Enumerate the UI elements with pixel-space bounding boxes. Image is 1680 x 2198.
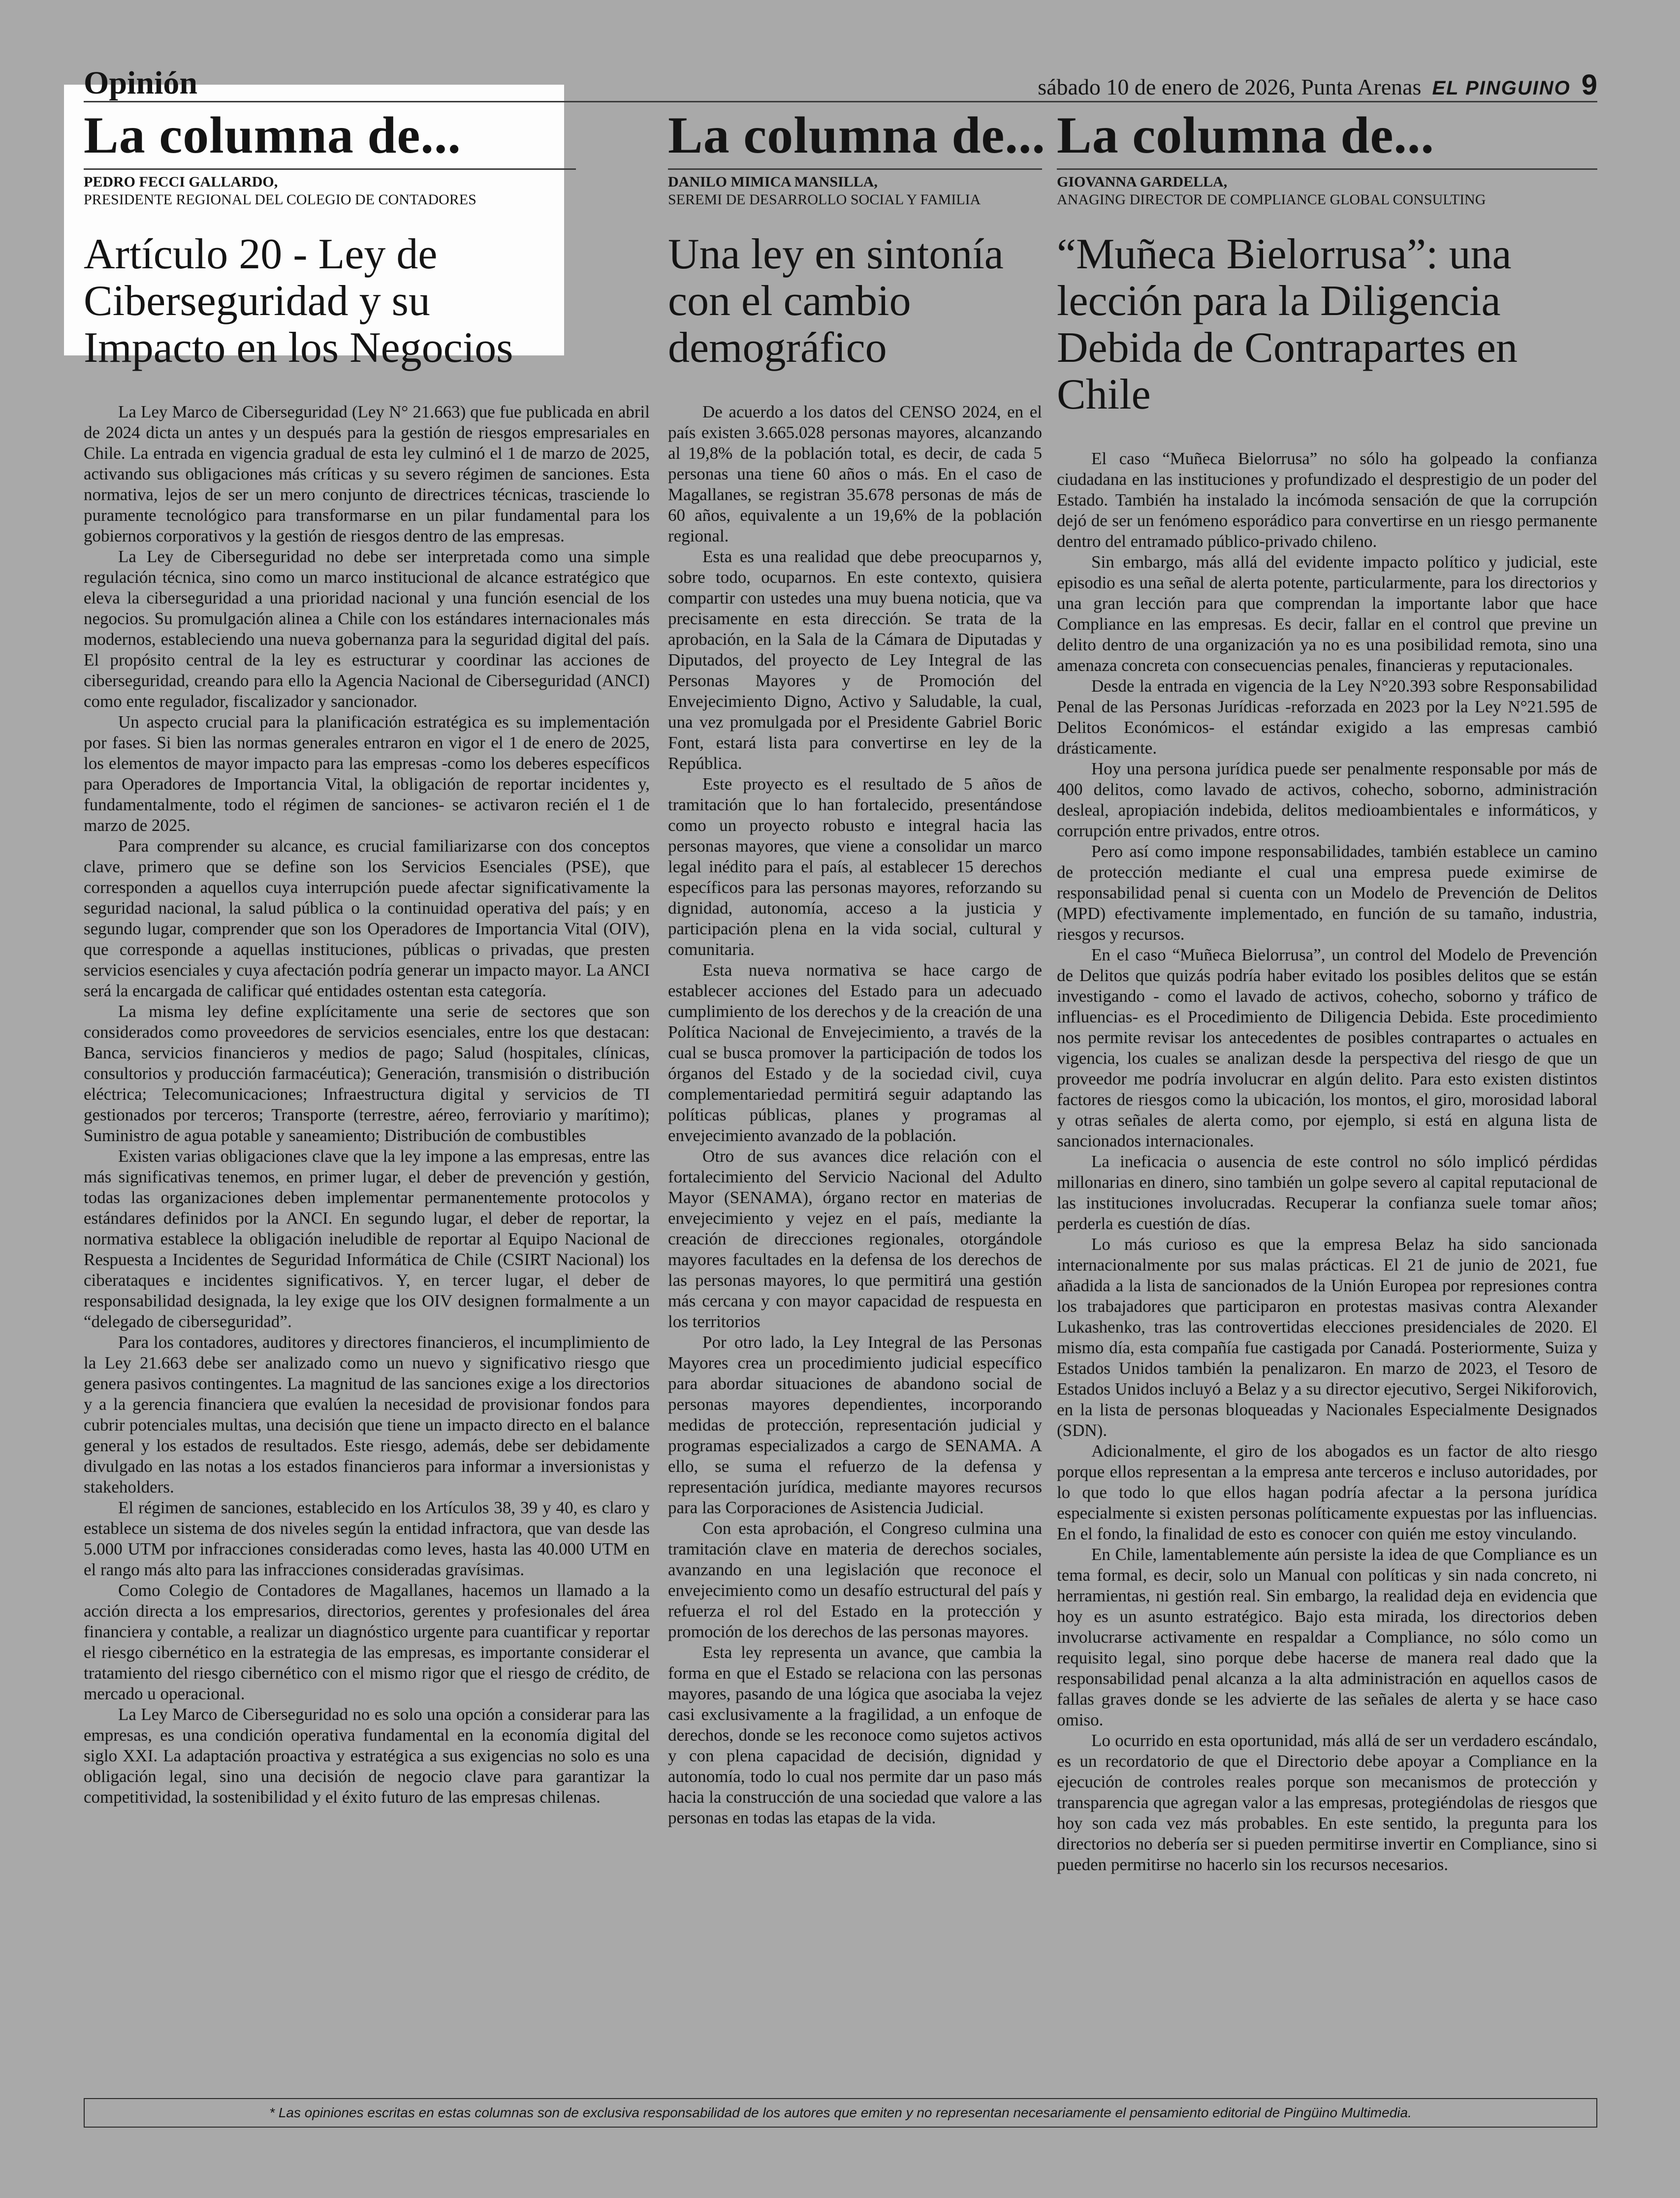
column-headline: Artículo 20 - Ley de Ciberseguridad y su Impacto en los Negocios: [84, 230, 513, 372]
body-paragraph: En el caso “Muñeca Bielorrusa”, un control del Modelo de Prevención de Delitos que quizás podría haber evitado los posibles delitos que se están investigando - como el lavado de activos, cohecho, soborno y tráfico de influencias- es el Procedimiento de Diligencia Debida. Este procedimiento nos permite revisar los antecedentes de posibles contrapartes o actuales en vigencia, los cuales se analizan desde la perspectiva del riesgo de que un proveedor me podría involucrar en algún delito. Para esto existen distintos factores de riesgos como la ubicación, los montos, el giro, morosidad laboral y otras señales de alerta como, por ejemplo, si está en alguna lista de sancionados internacionales.: [1057, 945, 1597, 1151]
body-paragraph: Adicionalmente, el giro de los abogados es un factor de alto riesgo porque ellos representan a la empresa ante terceros e incluso autoridades, por lo que todo lo que ellos hagan podría afectar a la persona jurídica especialmente si existen personas políticamente expuestas por las influencias. En el fondo, la finalidad de esto es conocer con quién me estoy vinculando.: [1057, 1441, 1597, 1544]
body-paragraph: Para los contadores, auditores y directores financieros, el incumplimiento de la Ley 21.663 debe ser analizado como un nuevo y significativo riesgo que genera pasivos contingentes. La magnitud de las sanciones exige a los directorios y a la gerencia financiera que evalúen la necesidad de provisionar fondos para cubrir potenciales multas, una decisión que tiene un impacto directo en el balance general y los estados de resultados. Este riesgo, además, debe ser debidamente divulgado en las notas a los estados financieros para informar a inversionistas y stakeholders.: [84, 1333, 650, 1497]
page-header: [84, 62, 1597, 102]
author-name: PEDRO FECCI GALLARDO,: [84, 174, 278, 190]
section-label: Opinión: [84, 65, 198, 101]
author-name: GIOVANNA GARDELLA,: [1057, 174, 1228, 190]
author-name: DANILO MIMICA MANSILLA,: [668, 174, 878, 190]
column-kicker: La columna de...: [1057, 109, 1597, 170]
body-paragraph: Lo ocurrido en esta oportunidad, más allá de ser un verdadero escándalo, es un recordatorio de que el Directorio debe apoyar a Compliance en la ejecución de controles reales porque son mecanismos de protección y transparencia que agregan valor a las empresas, protegiéndolas de riesgos que hoy son cada vez más probables. En este sentido, la pregunta para los directorios no debería ser si pueden permitirse invertir en Compliance, sino si pueden permitirse no hacerlo sin los recursos necesarios.: [1057, 1731, 1597, 1875]
body-paragraph: Otro de sus avances dice relación con el fortalecimiento del Servicio Nacional del Adulto Mayor (SENAMA), órgano rector en materias de envejecimiento y vejez en el país, mediante la creación de direcciones regionales, otorgándole mayores facultades en la defensa de los derechos de las personas mayores, lo que permitirá una gestión más cercana y con mayor capacidad de respuesta en los territorios: [668, 1147, 1042, 1332]
body-paragraph: La Ley de Ciberseguridad no debe ser interpretada como una simple regulación técnica, sino como un marco institucional de alcance estratégico que eleva la ciberseguridad a una prioridad nacional y una función esencial de los negocios. Su promulgación alinea a Chile con los estándares internacionales más modernos, estableciendo una nueva gobernanza para la seguridad digital del país. El propósito central de la ley es estructurar y coordinar las acciones de ciberseguridad, creando para ello la Agencia Nacional de Ciberseguridad (ANCI) como ente regulador, fiscalizador y sancionador.: [84, 547, 650, 711]
body-paragraph: Lo más curioso es que la empresa Belaz ha sido sancionada internacionalmente por sus malas prácticas. El 21 de junio de 2021, fue añadida a la lista de sancionados de la Unión Europea por represiones contra los trabajadores que participaron en protestas masivas contra Alexander Lukashenko, tras las controvertidas elecciones presidenciales de 2020. El mismo día, esta compañía fue castigada por Canadá. Posteriormente, Suiza y Estados Unidos también la penalizaron. En marzo de 2023, el Tesoro de Estados Unidos incluyó a Belaz y a su director ejecutivo, Sergei Nikiforovich, en la lista de personas bloqueadas y Nacionales Especialmente Designados (SDN).: [1057, 1235, 1597, 1440]
body-paragraph: Esta ley representa un avance, que cambia la forma en que el Estado se relaciona con las personas mayores, pasando de una lógica que asociaba la vejez casi exclusivamente a la fragilidad, a un enfoque de derechos, donde se les reconoce como sujetos activos y con plena capacidad de decisión, dignidad y autonomía, todo lo cual nos permite dar un paso más hacia la construcción de una sociedad que valore a las personas en todas las etapas de la vida.: [668, 1643, 1042, 1828]
column-body: [84, 402, 650, 1808]
column-body: [1057, 448, 1597, 1875]
column-kicker: La columna de...: [84, 109, 576, 170]
newspaper-logo: EL PINGUINO: [1432, 77, 1571, 99]
body-paragraph: La misma ley define explícitamente una serie de sectores que son considerados como proveedores de servicios esenciales, entre los que destacan: Banca, servicios financieros y medios de pago; Salud (hospitales, clínicas, consultorios y producción farmacéutica); Generación, transmisión o distribución eléctrica; Telecomunicaciones; Infraestructura digital y servicios de TI gestionados por terceros; Transporte (terrestre, aéreo, ferroviario y marítimo); Suministro de agua potable y saneamiento; Distribución de combustibles: [84, 1002, 650, 1146]
author-role: SEREMI DE DESARROLLO SOCIAL Y FAMILIA: [668, 191, 981, 208]
page-number: 9: [1581, 69, 1597, 101]
opinion-column-1: [84, 106, 650, 1808]
body-paragraph: El caso “Muñeca Bielorrusa” no sólo ha golpeado la confianza ciudadana en las instituciones y profundizado el desprestigio de un poder del Estado. También ha instalado la incómoda sensación de que la corrupción dejó de ser un fenómeno esporádico para convertirse en un riesgo permanente dentro del entramado público-privado chileno.: [1057, 449, 1597, 551]
body-paragraph: El régimen de sanciones, establecido en los Artículos 38, 39 y 40, es claro y establece un sistema de dos niveles según la entidad infractora, que van desde las 5.000 UTM por infracciones consideradas como leves, hasta las 40.000 UTM en el rango más alto para las infracciones consideradas gravísimas.: [84, 1498, 650, 1580]
body-paragraph: En Chile, lamentablemente aún persiste la idea de que Compliance es un tema formal, es decir, solo un Manual con políticas y sin nada concreto, ni herramientas, ni gestión real. Sin embargo, la realidad deja en evidencia que hoy es un asunto estratégico. Bajo esta mirada, los directorios deben involucrarse activamente en respaldar a Compliance, no sólo como un requisito legal, sino porque debe hacerse de manera real dado que la responsabilidad penal alcanza a la alta administración en aquellos casos de fallas graves donde se les advierte de las señales de alerta y se hace caso omiso.: [1057, 1545, 1597, 1730]
body-paragraph: Un aspecto crucial para la planificación estratégica es su implementación por fases. Si bien las normas generales entraron en vigor el 1 de enero de 2025, los elementos de mayor impacto para las empresas -como los deberes específicos para Operadores de Importancia Vital, la obligación de reportar incidentes y, fundamentalmente, todo el régimen de sanciones- se activaron recién el 1 de marzo de 2025.: [84, 712, 650, 835]
column-kicker: La columna de...: [668, 109, 1042, 170]
author-role: ANAGING DIRECTOR DE COMPLIANCE GLOBAL CONSULTING: [1057, 191, 1486, 208]
date-line: [1038, 68, 1597, 101]
column-headline: Una ley en sintonía con el cambio demográfico: [668, 230, 1004, 372]
body-paragraph: De acuerdo a los datos del CENSO 2024, en el país existen 3.665.028 personas mayores, alcanzando al 19,8% de la población total, es decir, de cada 5 personas una tiene 60 años o más. En el caso de Magallanes, se registran 35.678 personas de más de 60 años, equivalente a un 19,6% de la población regional.: [668, 402, 1042, 546]
editorial-disclaimer: * Las opiniones escritas en estas columnas son de exclusiva responsabilidad de los autores que emiten y no representan necesariamente el pensamiento editorial de Pingüino Multimedia.: [84, 2098, 1597, 2128]
body-paragraph: Existen varias obligaciones clave que la ley impone a las empresas, entre las más significativas tenemos, en primer lugar, el deber de prevención y gestión, todas las organizaciones deben implementar permanentemente protocolos y estándares definidos por la ANCI. En segundo lugar, el deber de reportar, la normativa establece la obligación ineludible de reportar al Equipo Nacional de Respuesta a Incidentes de Seguridad Informática de Chile (CSIRT Nacional) los ciberataques e incidentes significativos. Y, en tercer lugar, el deber de responsabilidad designada, la ley exige que los OIV designen formalmente a un “delegado de ciberseguridad”.: [84, 1147, 650, 1332]
body-paragraph: Con esta aprobación, el Congreso culmina una tramitación clave en materia de derechos sociales, avanzando en una legislación que reconoce el envejecimiento como un desafío estructural del país y refuerza el rol del Estado en la protección y promoción de los derechos de las personas mayores.: [668, 1519, 1042, 1642]
body-paragraph: La ineficacia o ausencia de este control no sólo implicó pérdidas millonarias en dinero, sino también un golpe severo al capital reputacional de las instituciones involucradas. Recuperar la confianza suele tomar años; perderla es cuestión de días.: [1057, 1152, 1597, 1234]
body-paragraph: Como Colegio de Contadores de Magallanes, hacemos un llamado a la acción directa a los empresarios, directorios, gerentes y profesionales del área financiera y contable, a realizar un diagnóstico urgente para cuantificar y reportar el riesgo cibernético en la estrategia de las empresas, es importante considerar el tratamiento del riesgo cibernético con el mismo rigor que el riesgo de crédito, de mercado u operacional.: [84, 1581, 650, 1704]
column-headline: “Muñeca Bielorrusa”: una lección para la Diligencia Debida de Contrapartes en Chile: [1057, 230, 1518, 419]
opinion-column-3: [1057, 106, 1597, 1875]
body-paragraph: Para comprender su alcance, es crucial familiarizarse con dos conceptos clave, primero que se define son los Servicios Esenciales (PSE), que corresponden a aquellos cuya interrupción puede afectar significativamente la seguridad nacional, la salud pública o la continuidad operativa del país; y en segundo lugar, comprender que son los Operadores de Importancia Vital (OIV), que corresponde a aquellas instituciones, públicas o privadas, que presten servicios esenciales y cuya afectación podría generar un impacto mayor. La ANCI será la encargada de calificar qué entidades ostentan esta categoría.: [84, 836, 650, 1001]
body-paragraph: Hoy una persona jurídica puede ser penalmente responsable por más de 400 delitos, como lavado de activos, cohecho, soborno, administración desleal, apropiación indebida, delitos medioambientales e informáticos, y corrupción entre privados, entre otros.: [1057, 759, 1597, 841]
body-paragraph: Esta es una realidad que debe preocuparnos y, sobre todo, ocuparnos. En este contexto, quisiera compartir con ustedes una muy buena noticia, que va precisamente en esta dirección. Se trata de la aprobación, en la Sala de la Cámara de Diputadas y Diputados, del proyecto de Ley Integral de las Personas Mayores y de Promoción del Envejecimiento Digno, Activo y Saludable, la cual, una vez promulgada por el Presidente Gabriel Boric Font, estará lista para convertirse en ley de la República.: [668, 547, 1042, 773]
body-paragraph: La Ley Marco de Ciberseguridad (Ley N° 21.663) que fue publicada en abril de 2024 dicta un antes y un después para la gestión de riesgos empresariales en Chile. La entrada en vigencia gradual de esta ley culminó el 1 de marzo de 2025, activando sus obligaciones más críticas y su severo régimen de sanciones. Esta normativa, lejos de ser un mero conjunto de directrices técnicas, trasciende lo puramente tecnológico para transformarse en un pilar fundamental para los gobiernos corporativos y la gestión de riesgos dentro de las empresas.: [84, 402, 650, 546]
issue-date: sábado 10 de enero de 2026, Punta Arenas: [1038, 74, 1422, 99]
author-role: PRESIDENTE REGIONAL DEL COLEGIO DE CONTADORES: [84, 191, 476, 208]
opinion-column-2: [668, 106, 1046, 1828]
body-paragraph: Pero así como impone responsabilidades, también establece un camino de protección mediante el cual una empresa puede eximirse de responsabilidad penal si cuenta con un Modelo de Prevención de Delitos (MPD) efectivamente implementado, en función de su tamaño, industria, riesgos y recursos.: [1057, 842, 1597, 944]
body-paragraph: Desde la entrada en vigencia de la Ley N°20.393 sobre Responsabilidad Penal de las Personas Jurídicas -reforzada en 2023 por la Ley N°21.595 de Delitos Económicos- el estándar exigido a las empresas cambió drásticamente.: [1057, 676, 1597, 758]
body-paragraph: La Ley Marco de Ciberseguridad no es solo una opción a considerar para las empresas, es una condición operativa fundamental en la economía digital del siglo XXI. La adaptación proactiva y estratégica a sus exigencias no solo es una obligación legal, sino una decisión de negocio clave para garantizar la competitividad, la sostenibilidad y el éxito futuro de las empresas chilenas.: [84, 1705, 650, 1807]
body-paragraph: Esta nueva normativa se hace cargo de establecer acciones del Estado para un adecuado cumplimiento de los derechos y de la creación de una Política Nacional de Envejecimiento, a través de la cual se busca promover la participación de todos los órganos del Estado y de la sociedad civil, cuya complementariedad permitirá seguir adaptando las políticas públicas, planes y programas al envejecimiento avanzado de la población.: [668, 960, 1042, 1146]
body-paragraph: Por otro lado, la Ley Integral de las Personas Mayores crea un procedimiento judicial específico para abordar situaciones de abandono social de personas mayores dependientes, incorporando medidas de protección, representación judicial y programas especializados a cargo de SENAMA. A ello, se suma el refuerzo de la defensa y representación jurídica, mediante mayores recursos para las Corporaciones de Asistencia Judicial.: [668, 1333, 1042, 1518]
body-paragraph: Este proyecto es el resultado de 5 años de tramitación que lo han fortalecido, presentándose como un proyecto robusto e integral hacia las personas mayores, que viene a consolidar un marco legal inédito para el país, al establecer 15 derechos específicos para las personas mayores, reforzando su dignidad, autonomía, acceso a la justicia y participación plena en la vida social, cultural y comunitaria.: [668, 774, 1042, 959]
body-paragraph: Sin embargo, más allá del evidente impacto político y judicial, este episodio es una señal de alerta potente, particularmente, para los directorios y una gran lección para que comprendan la importante labor que hace Compliance en las empresas. Es decir, fallar en el control que previne un delito dentro de una organización ya no es una posibilidad remota, sino una amenaza concreta con consecuencias penales, financieras y reputacionales.: [1057, 552, 1597, 675]
column-body: [668, 402, 1042, 1828]
